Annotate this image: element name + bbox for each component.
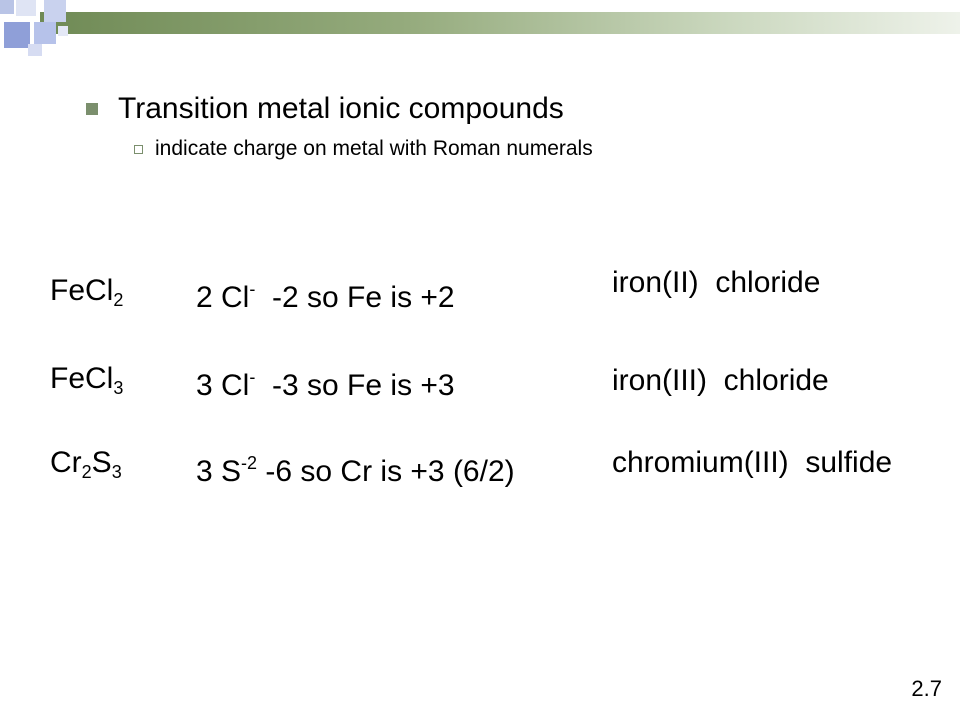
filled-square-bullet-icon <box>86 103 98 115</box>
charge-calc-cr2s3: 3 $S^{-2}$ -6 so Cr is +3 (6/2) <box>196 453 515 488</box>
sub-bullet <box>134 136 593 162</box>
name-fecl2: iron(II) chloride <box>612 266 821 299</box>
page-number: 2.7 <box>911 676 942 701</box>
formula-cr2s3: $Cr_2S_3$ <box>50 446 122 482</box>
decor-square <box>0 0 14 14</box>
decor-square <box>58 26 68 36</box>
hollow-square-bullet-icon <box>134 145 143 154</box>
sub-bullet-text: indicate charge on metal with Roman numerals <box>155 137 593 160</box>
decor-square <box>16 0 36 16</box>
decor-square <box>34 22 56 44</box>
header-gradient-band <box>40 12 960 34</box>
decor-square <box>44 0 66 22</box>
charge-calc-fecl2: 2 Cl- -2 so Fe is +2 <box>196 279 455 314</box>
decor-square <box>4 22 30 48</box>
decor-square <box>28 44 42 56</box>
main-bullet-text: Transition metal ionic compounds <box>118 92 564 125</box>
formula-fecl3: FeCl$_3$ <box>50 362 124 398</box>
main-bullet <box>86 92 564 126</box>
name-fecl3: iron(III) chloride <box>612 364 829 397</box>
name-cr2s3: chromium(III) sulfide <box>612 446 893 479</box>
formula-fecl2: FeCl$_2$ <box>50 274 124 310</box>
charge-calc-fecl3: 3 Cl- -3 so Fe is +3 <box>196 367 455 402</box>
